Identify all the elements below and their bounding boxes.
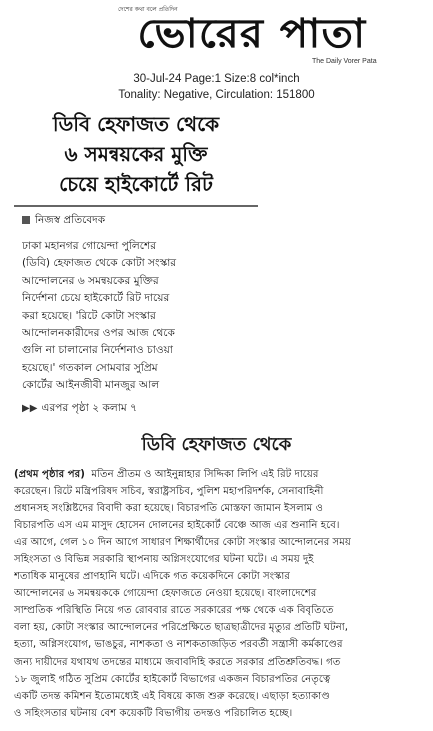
headline-line: ডিবি হেফাজত থেকে — [52, 112, 220, 136]
headline-line: চেয়ে হাইকোর্টে রিট — [59, 172, 213, 196]
intro-line: কোর্টের আইনজীবী মানজুর আল — [22, 379, 160, 392]
body-line: আন্দোলনের ৬ সমন্বয়ককে গোয়েন্দা হেফাজতে নেওয়া হয়েছে। বাংলাদেশের — [14, 588, 317, 600]
intro-line: আন্দোলনের ৬ সমন্বয়কের মুক্তির — [22, 274, 159, 287]
intro-line: নির্দেশনা চেয়ে হাইকোর্টে রিট দায়ের — [22, 292, 170, 305]
intro-line: (ডিবি) হেফাজত থেকে কোটা সংস্কার — [22, 257, 177, 270]
newspaper-logo-english: The Daily Vorer Pata — [312, 58, 377, 65]
intro-line: হয়েছে।' গতকাল সোমবার সুপ্রিম — [22, 361, 158, 374]
article-intro — [22, 238, 258, 395]
body-line-text: মতিন প্রীতম ও আইনুন্নাহার সিদ্দিকা লিপি এই রিট দায়ের — [91, 469, 319, 480]
body-line: প্রধানসহ সংশ্লিষ্টদের বিবাদী করা হয়েছে। বিচারপতি মোস্তফা জামান ইসলাম ও — [14, 503, 324, 515]
intro-line: ঢাকা মহানগর গোয়েন্দা পুলিশের — [22, 240, 157, 252]
masthead-tagline: দেশের কথা বলে প্রতিদিন — [118, 6, 178, 13]
double-arrow-right-icon: ▶▶ — [22, 403, 38, 414]
body-line: একটি তদন্ত কমিশন ইতোমধ্যেই এই বিষয়ে কাজ শুরু করেছে। এছাড়া হত্যাকাণ্ড — [14, 690, 330, 702]
body-line: হত্যা, অগ্নিসংযোগ, ভাঙচুর, নাশকতা ও নাশকতাজড়িত পরবর্তী সন্ত্রাসী কর্মকাণ্ডের — [14, 639, 343, 651]
continued-on-page — [22, 400, 137, 416]
masthead — [0, 0, 433, 70]
newspaper-logo: ভোরের পাতা — [137, 10, 367, 57]
body-line: জন্য দায়ীদের যথাযথ তদন্তের মাধ্যমে জবাবদিহি করতে সরকার প্রতিশ্রুতিবদ্ধ। গত — [14, 656, 341, 668]
continuation-lead: (প্রথম পৃষ্ঠার পর) — [14, 469, 85, 480]
clipping-meta-date-size: 30-Jul-24 Page:1 Size:8 col*inch — [133, 73, 300, 85]
body-line: বলা হয়, কোটা সংস্কার আন্দোলনের পরিপ্রেক্ষিতে ছাত্রছাত্রীদের মৃত্যুর প্রতিটি ঘটনা, — [14, 622, 348, 634]
continuation-body — [14, 466, 422, 722]
continuation-headline: ডিবি হেফাজত থেকে — [141, 434, 292, 455]
body-line: ১৮ জুলাই গঠিত সুপ্রিম কোর্টের হাইকোর্ট বিভাগের একজন বিচারপতির নেতৃত্বে — [14, 673, 331, 685]
body-line: এর আগে, গেল ১০ দিন আগে সাধারণ শিক্ষার্থীদের কোটা সংস্কার আন্দোলনের সময় — [14, 537, 351, 549]
body-line: সাম্প্রতিক পরিস্থিতি নিয়ে গত রোববার রাতে সরকারের পক্ষ থেকে এক বিবৃতিতে — [14, 605, 334, 617]
headline-divider — [14, 205, 258, 207]
clipping-meta-tonality-circulation: Tonality: Negative, Circulation: 151800 — [118, 89, 315, 101]
intro-line: করা হয়েছে। 'রিটে কোটা সংস্কার — [22, 309, 156, 322]
body-line: শতাধিক মানুষের প্রাণহানি ঘটে। এদিকে গত কয়েকদিনে কোটা সংস্কার — [14, 571, 290, 583]
body-line — [14, 466, 422, 483]
body-line: ও সহিংসতার ঘটনায় বেশ কয়েকটি বিভাগীয় তদন্তও পরিচালিত হচ্ছে। — [14, 707, 293, 719]
byline-text: নিজস্ব প্রতিবেদক — [35, 214, 106, 226]
intro-line: গুলি না চালানোর নির্দেশনাও চাওয়া — [22, 344, 173, 357]
jump-text: এরপর পৃষ্ঠা ২ কলাম ৭ — [41, 402, 137, 414]
body-line: সহিংসতা ও বিভিন্ন সরকারি স্থাপনায় অগ্নিসংযোগের ঘটনা ঘটে। এ সময় দুই — [14, 554, 314, 566]
byline — [22, 212, 105, 228]
byline-square-icon — [22, 216, 30, 224]
article-headline — [14, 110, 258, 202]
body-line: বিচারপতি এস এম মাসুদ হোসেন দোলনের হাইকোর্ট বেঞ্চে আজ এর শুনানি হবে। — [14, 520, 340, 532]
intro-line: আন্দোলনকারীদের ওপর আজ থেকে — [22, 326, 175, 339]
body-line: করেছেন। রিটে মন্ত্রিপরিষদ সচিব, স্বরাষ্ট্রসচিব, পুলিশ মহাপরিদর্শক, সেনাবাহিনী — [14, 486, 324, 498]
headline-line: ৬ সমন্বয়কের মুক্তি — [64, 142, 208, 166]
